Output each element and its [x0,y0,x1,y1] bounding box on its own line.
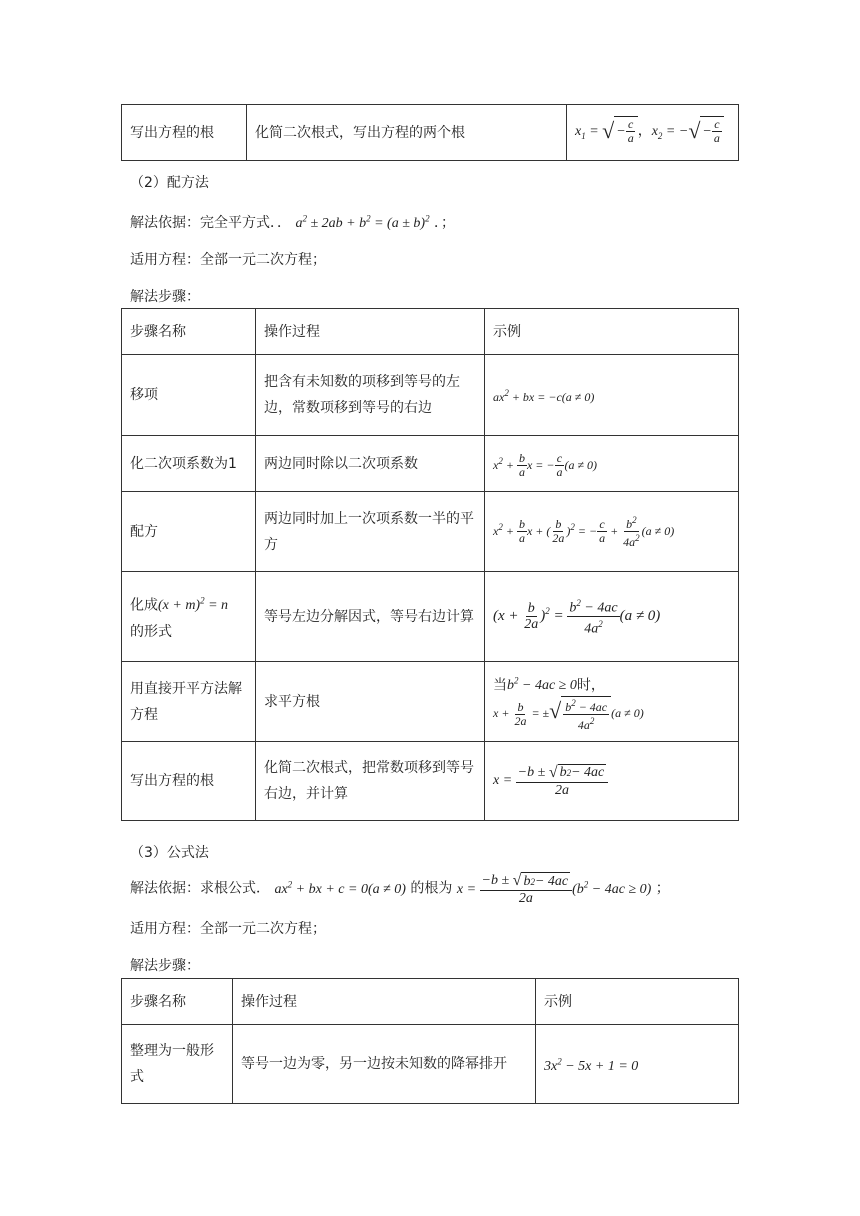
table-row [122,742,739,821]
operation-cell: 化简二次根式，写出方程的两个根 [247,105,567,161]
header-example: 示例 [536,979,739,1025]
completing-square-table [121,308,739,821]
section3-steps-label: 解法步骤： [130,958,200,974]
table-row [122,436,739,492]
section2-heading: （2）配方法 [130,175,209,191]
example-cell: x = −b ± √ b 2 − 4ac 2a [485,742,739,821]
section2-steps-label: 解法步骤： [130,289,200,305]
example-cell: $x^2$ + $\frac{b}{a}$ x + ( $\frac{b}{2a}$ )$^2$ = − $\frac{c}{a}$ + $\frac{b^2}{4a^2}$ (a ≠ 0) [485,492,739,572]
example-cell: 当$b^2 - 4ac \ge 0$时， x + $\frac{b}{2a}$ = ± √ $\frac{b^2 - 4ac}{4a^2}$ (a ≠ 0) [485,662,739,742]
step-cell: 写出方程的根 [122,105,247,161]
example-cell: $3x^2 - 5x + 1 = 0$ [536,1025,739,1104]
header-example: 示例 [485,309,739,355]
example-cell: (x + $\frac{b}{2a}$ )$^2$ = $\frac{b^2 - 4ac}{4a^2}$ (a ≠ 0) [485,572,739,662]
example-cell: $x^2$ + $\frac{b}{a}$ x = − $\frac{c}{a}$ (a ≠ 0) [485,436,739,492]
operation-cell: 两边同时除以二次项系数 [256,436,485,492]
table-row [122,355,739,436]
step-cell: 用直接开平方法解方程 [122,662,256,742]
table-row [122,105,739,161]
header-step: 步骤名称 [122,979,233,1025]
table-row [122,662,739,742]
step-cell: 整理为一般形式 [122,1025,233,1104]
top-table [121,104,739,161]
section3-applicable: 适用方程：全部一元二次方程； [130,921,326,937]
operation-cell: 等号一边为零，另一边按未知数的降幂排开 [233,1025,536,1104]
example-cell: $ax^2$ + bx = −c(a ≠ 0) [485,355,739,436]
step-cell: 移项 [122,355,256,436]
step-cell: 配方 [122,492,256,572]
section3-heading: （3）公式法 [130,845,209,861]
example-cell [567,105,739,161]
table-row [122,1025,739,1104]
header-step: 步骤名称 [122,309,256,355]
table-header-row [122,309,739,355]
section3-basis: 解法依据：求根公式． $ax^2$ + bx + c = 0(a ≠ 0) 的根为 x = −b ± √ b 2 − 4ac 2a $(b^2 - 4ac \ge 0)$ ； [130,872,670,906]
operation-cell: 化简二次根式，把常数项移到等号右边，并计算 [256,742,485,821]
operation-cell: 求平方根 [256,662,485,742]
section2-applicable: 适用方程：全部一元二次方程； [130,252,326,268]
formula-method-table [121,978,739,1104]
header-operation: 操作过程 [256,309,485,355]
step-cell: 化二次项系数为1 [122,436,256,492]
operation-cell: 等号左边分解因式，等号右边计算 [256,572,485,662]
table-header-row [122,979,739,1025]
operation-cell: 两边同时加上一次项系数一半的平方 [256,492,485,572]
perfect-square-formula: $a^2 \pm 2ab + b^2 = (a \pm b)^2$ [295,213,430,231]
table-row [122,492,739,572]
section2-basis: 解法依据：完全平方式．． $a^2 \pm 2ab + b^2 = (a \pm b)^2$ ．； [130,213,456,231]
header-operation: 操作过程 [233,979,536,1025]
operation-cell: 把含有未知数的项移到等号的左边，常数项移到等号的右边 [256,355,485,436]
table-row [122,572,739,662]
root-formula: $x_1$ = √ − $\frac{c}{a}$ ，$x_2$ = − √ − $\frac{c}{a}$ [575,124,724,139]
step-cell: 写出方程的根 [122,742,256,821]
step-cell: 化成$(x + m)^2 = n$ 的形式 [122,572,256,662]
